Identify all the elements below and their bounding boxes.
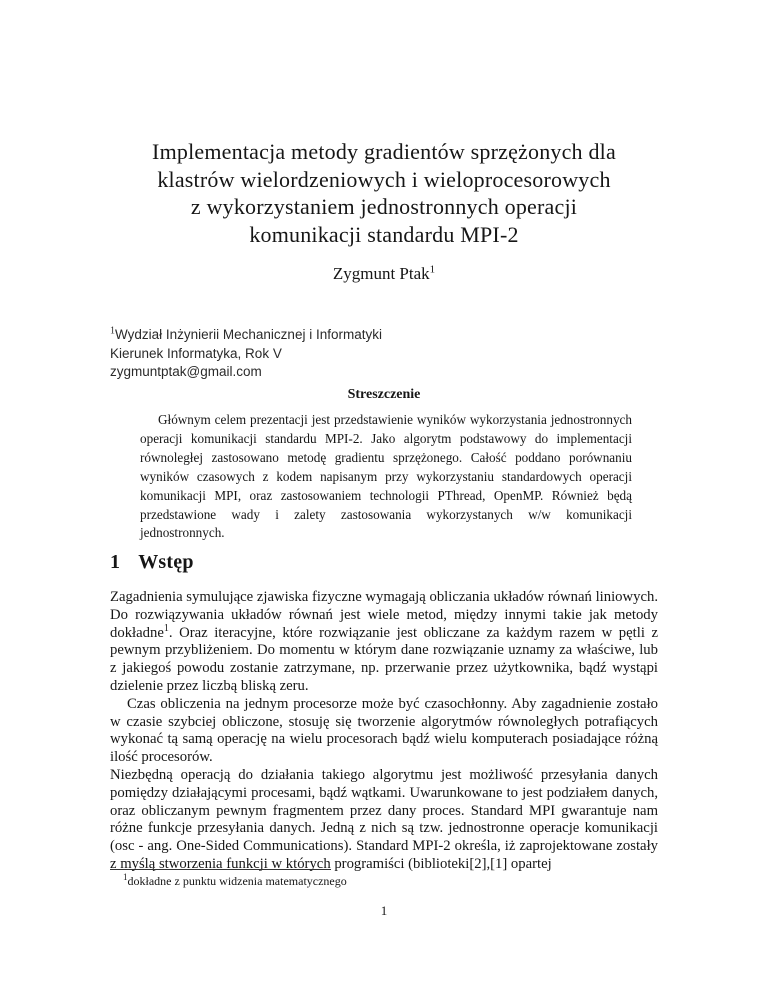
author-footnote-mark: 1 xyxy=(429,263,436,276)
footnote-rule xyxy=(110,869,331,870)
footnote-1 xyxy=(110,874,658,889)
footnote-block xyxy=(110,869,658,889)
paper-title-line-1: Implementacja metody gradientów sprzężonych dla xyxy=(152,139,616,164)
paragraph-1-footnote-mark: 1 xyxy=(163,622,169,634)
abstract-body: Głównym celem prezentacji jest przedstawienie wyników wykorzystania jednostronnych operacji komunikacji standardu MPI-2. Jako algorytm podstawowy do implementacji równoległej zastosowano metodę gradientu sprzężonego. Całość poddano porównaniu wyników czasowych z kodem napisanym przy wykorzystaniu standardowych operacji komunikacji MPI, oraz zastosowaniem technologii PThread, OpenMP. Również będą przedstawione wady i zalety zastosowania wykorzystanych w/w komunikacji jednostronnych. xyxy=(140,412,632,541)
section-1-number: 1 xyxy=(110,551,121,573)
affiliation-block xyxy=(110,326,658,382)
footnote-1-text: dokładne z punktu widzenia matematycznego xyxy=(127,874,347,888)
paragraph-1 xyxy=(110,589,658,696)
affiliation-email: zygmuntptak@gmail.com xyxy=(110,364,262,379)
paper-title xyxy=(54,138,714,248)
section-1-title: Wstęp xyxy=(138,551,194,573)
affiliation-department: Wydział Inżynierii Mechanicznej i Informatyki xyxy=(115,327,382,342)
page-number: 1 xyxy=(380,903,388,918)
author-line xyxy=(0,264,768,284)
author-name: Zygmunt Ptak xyxy=(332,264,430,283)
paragraph-1-text-b: . Oraz iteracyjne, które rozwiązanie jest obliczane za każdym razem w pętli z pewnym przybliżeniem. Do momentu w którym dane rozwiązanie uznamy za właściwe, lub z jakiegoś powodu zostanie zatrzymane, np. przerwanie przez użytkownika, bądź wystąpi dzielenie przez liczbą bliską zeru. xyxy=(110,624,658,694)
paper-title-line-4: komunikacji standardu MPI-2 xyxy=(249,221,519,247)
affiliation-department-line xyxy=(110,326,658,345)
affiliation-course: Kierunek Informatyka, Rok V xyxy=(110,345,282,361)
paper-title-line-3: z wykorzystaniem jednostronnych operacji xyxy=(190,194,578,219)
footnote-1-mark: 1 xyxy=(123,872,128,882)
paragraph-2: Czas obliczenia na jednym procesorze może być czasochłonny. Aby zagadnienie zostało w czasie szybciej obliczone, stosuję się tworzenie algorytmów równoległych potrafiących wykonać tą samą operację na wielu procesorach bądź wielu komputerach posiadające różną ilość procesorów. xyxy=(110,695,658,766)
paragraph-3: Niezbędną operacją do działania takiego algorytmu jest możliwość przesyłania danych pomiędzy działającymi procesami, bądź wątkami. Uwarunkowane to jest podziałem danych, oraz obliczanym pewnym fragmentem przez dany proces. Standard MPI gwarantuje nam różne funkcje przesyłania danych. Jedną z nich są tzw. jednostronne operacje komunikacji (osc - ang. One-Sided Communications). Standard MPI-2 określa, iż zaprojektowane zostały z myślą stworzenia funkcji w których programiści (biblioteki[2],[1] opartej xyxy=(110,766,658,872)
paragraph-1-text-a: Zagadnienia symulujące zjawiska fizyczne wymagają obliczania układów równań liniowych. Do rozwiązywania układów równań jest wiele metod, między innymi takie jak metody dokładne xyxy=(110,589,658,641)
abstract-heading: Streszczenie xyxy=(347,387,421,402)
paper-title-line-2: klastrów wielordzeniowych i wieloprocesorowych xyxy=(157,166,611,192)
section-1-column xyxy=(110,551,658,874)
affiliation-footnote-mark: 1 xyxy=(110,325,115,337)
section-1-heading xyxy=(110,551,658,574)
